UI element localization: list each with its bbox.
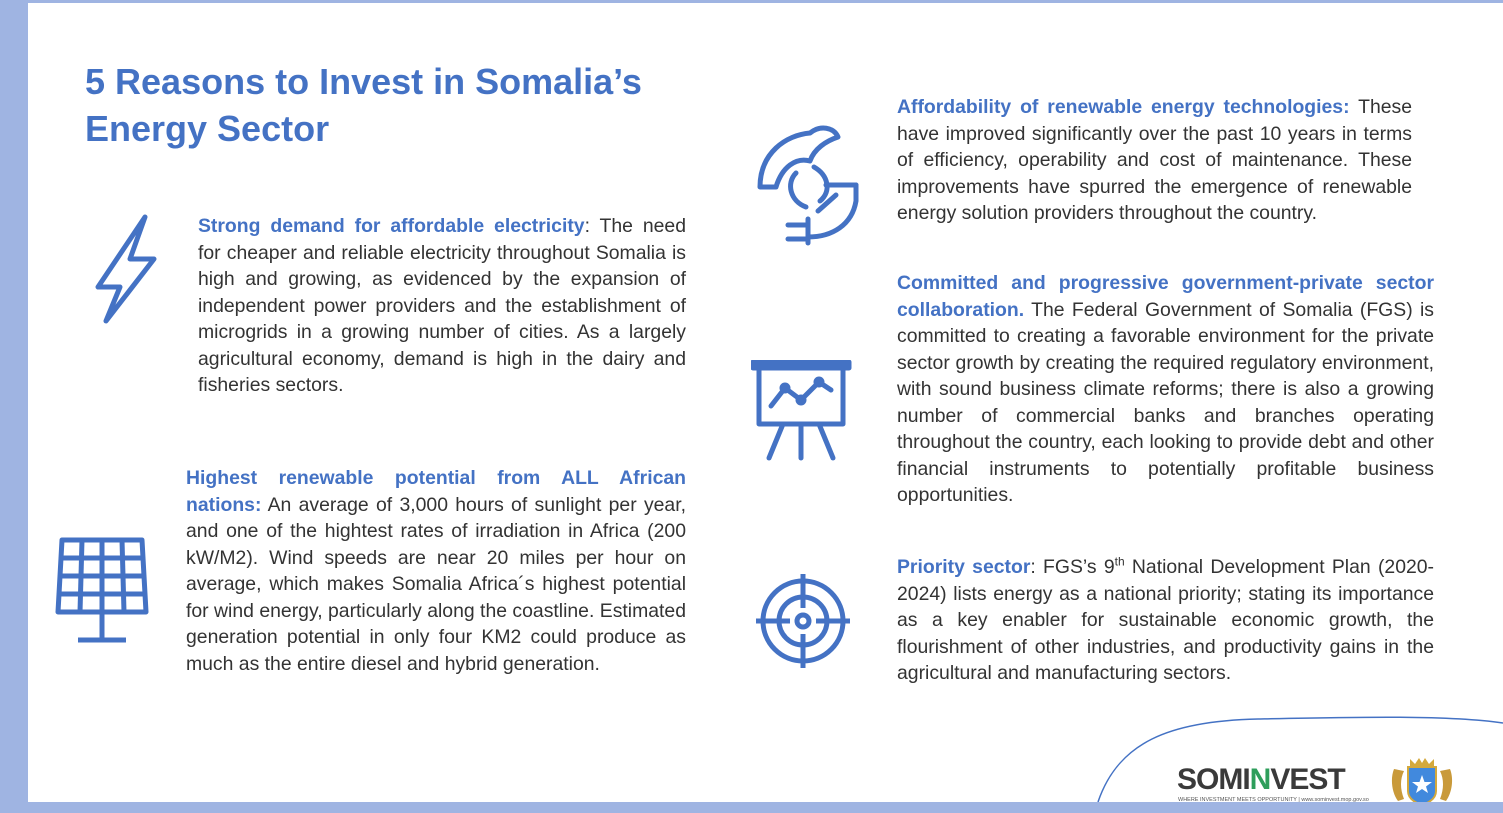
reason-priority-sector-lead: Priority sector bbox=[897, 556, 1031, 578]
logo-part-b: N bbox=[1249, 763, 1271, 796]
sominvest-logo bbox=[1177, 763, 1345, 797]
page-title: 5 Reasons to Invest in Somalia’s Energy Sector bbox=[85, 61, 642, 149]
logo-tagline: WHERE INVESTMENT MEETS OPPORTUNITY | www.sominvest.mop.gov.so bbox=[1178, 797, 1369, 802]
reason-priority-sector-sup: th bbox=[1114, 554, 1125, 569]
reason-priority-sector-text: National Development Plan (2020-2024) lists energy as a national priority; stating its importance as a key enabler for sustainable economic growth, the flourishment of other industries, and productivity gains in the agricultural and manufacturing sectors. bbox=[897, 556, 1434, 684]
logo-part-a: SOMI bbox=[1177, 763, 1250, 796]
reason-collaboration-text: The Federal Government of Somalia (FGS) is committed to creating a favorable environment for the private sector growth by creating the required regulatory environment, with sound business climate reforms; there is also a growing number of commercial banks and branches operating throughout the country, each looking to provide debt and other financial instruments to potentially profitable business opportunities. bbox=[897, 298, 1434, 506]
reason-priority-sector-text-a: : FGS’s 9 bbox=[1030, 556, 1115, 578]
slide bbox=[28, 3, 1503, 802]
reason-renewable-potential-lead: Highest renewable potential from ALL African nations: bbox=[186, 467, 686, 516]
footer-curve bbox=[28, 3, 1503, 802]
reason-demand-lead: Strong demand for affordable electricity bbox=[198, 215, 585, 237]
reason-demand-text: : The need for cheaper and reliable electricity throughout Somalia is high and growing, as evidenced by the expansion of independent power providers and the establishment of microgrids in a growing number of cities. As a largely agricultural economy, demand is high in the dairy and fisheries sectors. bbox=[198, 215, 686, 396]
reason-renewable-potential-text: An average of 3,000 hours of sunlight per year, and one of the hightest rates of irradiation in Africa (200 kW/M2). Wind speeds are near 20 miles per hour on average, which makes Somalia Africa´s highest potential for wind energy, particularly along the coastline. Estimated generation potential in only four KM2 could produce as much as the entire diesel and hybrid generation. bbox=[186, 493, 686, 675]
reason-collaboration-lead: Committed and progressive government-private sector collaboration. bbox=[897, 272, 1434, 321]
logo-part-c: VEST bbox=[1270, 763, 1345, 796]
reason-affordability-lead: Affordability of renewable energy technologies: bbox=[897, 96, 1350, 118]
reason-affordability-text: These have improved significantly over the past 10 years in terms of efficiency, operability and cost of maintenance. These improvements have spurred the emergence of renewable energy solution providers throughout the country. bbox=[897, 96, 1413, 224]
somalia-coat-of-arms-icon bbox=[1386, 755, 1458, 802]
